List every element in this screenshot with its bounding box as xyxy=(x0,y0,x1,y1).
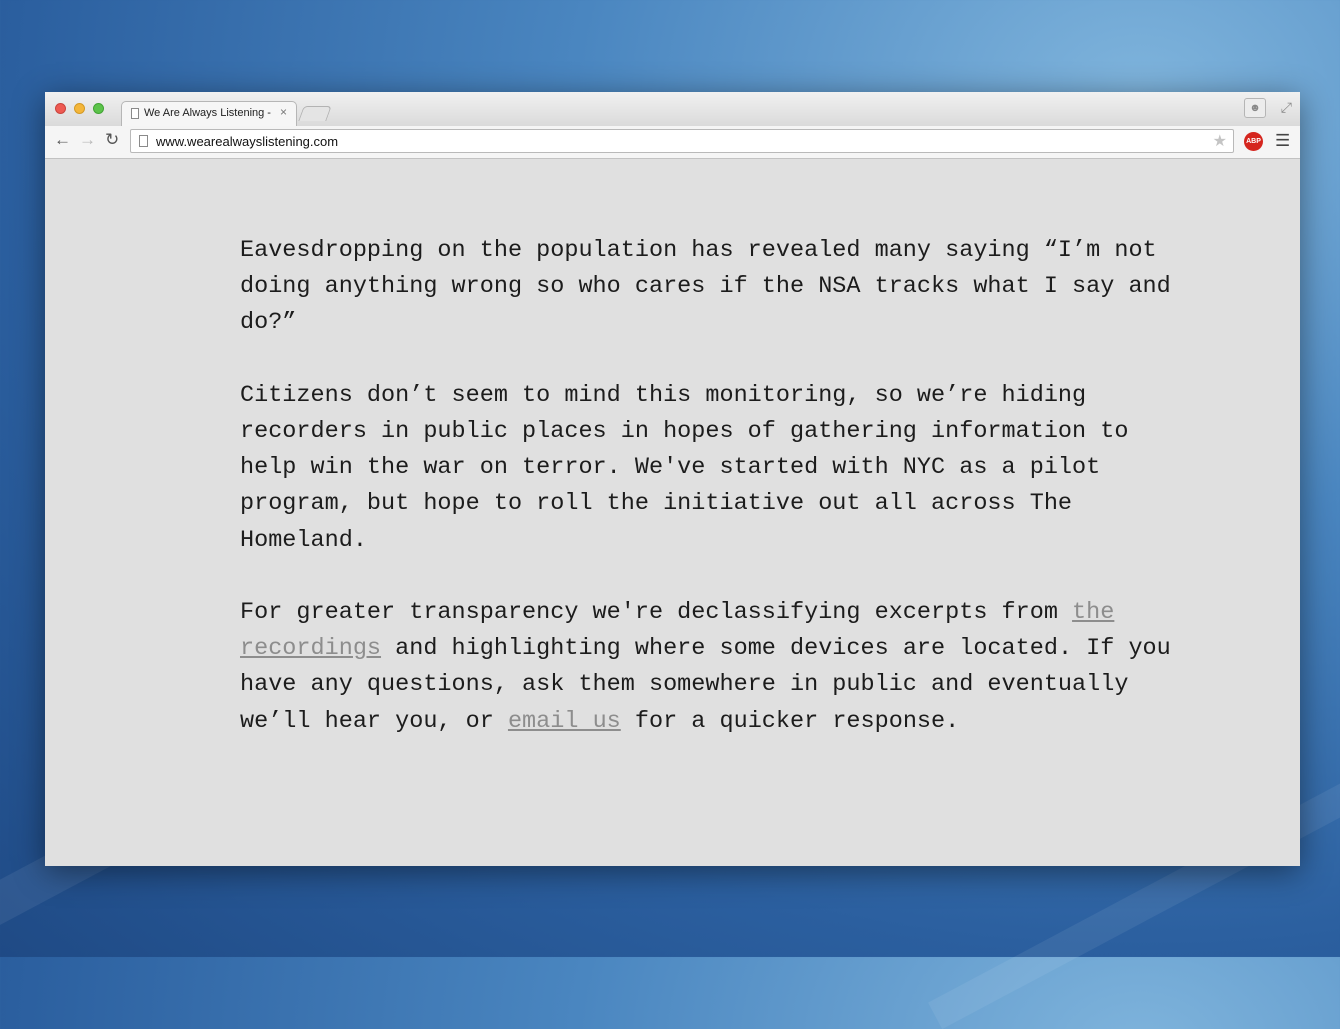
email-us-link[interactable]: email us xyxy=(507,707,621,735)
paragraph-3 xyxy=(240,595,1180,740)
page-icon xyxy=(131,108,139,119)
paragraph-3-text: for a quicker response. xyxy=(620,707,960,735)
tab-close-icon[interactable]: × xyxy=(280,105,288,119)
window-minimize-button[interactable] xyxy=(74,103,85,114)
profile-icon[interactable]: ☻ xyxy=(1244,98,1266,118)
paragraph-2: Citizens don’t seem to mind this monitoring, so we’re hiding recorders in public places in hopes of gathering information to help win the war on terror. We've started with NYC as a pilot program, but hope to roll the initiative out all across The Homeland. xyxy=(240,381,1129,554)
url-text[interactable]: www.wearealwayslistening.com xyxy=(156,134,339,149)
page-icon xyxy=(139,135,148,147)
title-bar xyxy=(45,92,1300,126)
reload-icon[interactable]: ↻ xyxy=(105,130,120,149)
back-arrow-icon[interactable]: ← xyxy=(54,130,71,149)
tab-title: We Are Always Listening - xyxy=(144,107,271,119)
toolbar xyxy=(45,126,1300,159)
fullscreen-icon[interactable]: ⤢ xyxy=(1280,99,1292,115)
forward-arrow-icon[interactable]: → xyxy=(79,130,96,149)
tab-active[interactable] xyxy=(121,101,297,126)
recordings-link[interactable]: the recordings xyxy=(240,599,1115,663)
page-content xyxy=(45,159,1300,866)
window-close-button[interactable] xyxy=(55,103,66,114)
paragraph-3-text: and highlighting where some devices are located. If you have any questions, ask them somewhere in public and eventually we’ll hear you, or xyxy=(240,635,1171,735)
paragraph-1: Eavesdropping on the population has revealed many saying “I’m not doing anything wrong so who cares if the NSA tracks what I say and do?” xyxy=(240,237,1171,337)
paragraph-3-text: For greater transparency we're declassifying excerpts from xyxy=(240,599,1073,626)
menu-icon[interactable]: ☰ xyxy=(1275,131,1291,150)
adblock-icon[interactable]: ABP xyxy=(1244,132,1263,151)
window-maximize-button[interactable] xyxy=(93,103,104,114)
browser-window xyxy=(45,92,1300,866)
article xyxy=(240,233,1180,776)
address-bar[interactable] xyxy=(130,129,1234,153)
new-tab-button[interactable] xyxy=(298,106,331,121)
star-icon[interactable]: ★ xyxy=(1212,133,1227,150)
